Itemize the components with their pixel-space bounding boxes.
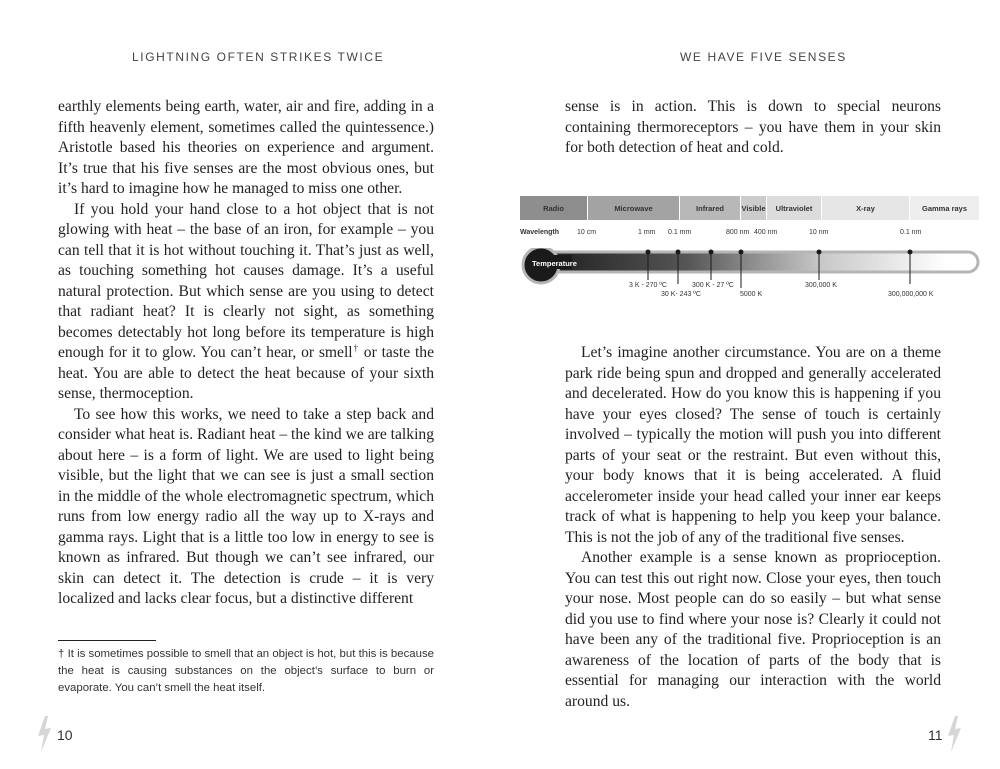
lightning-bolt-icon bbox=[36, 716, 52, 752]
temp-label-300k: 300 K - 27 ºC bbox=[692, 282, 734, 289]
band-microwave: Microwave bbox=[588, 196, 680, 220]
temp-label-30k: 30 K- 243 ºC bbox=[661, 291, 701, 298]
right-page-top-text bbox=[565, 97, 941, 159]
temp-label-300000000k: 300,000,000 K bbox=[888, 291, 934, 298]
wavelength-title: Wavelength bbox=[520, 229, 560, 236]
band-visible: Visible bbox=[741, 196, 767, 220]
lightning-bolt-icon bbox=[946, 716, 962, 752]
left-paragraph-1: earthly elements being earth, water, air and fire, adding in a fifth heavenly element, sometimes called the quintessence.) Aristotle based his theories on experience and argument. It’s true that his five senses are the most obvious ones, but it’s hard to imagine how he managed to miss one other. bbox=[58, 98, 434, 197]
wavelength-label-0-1nm: 0.1 nm bbox=[900, 229, 922, 236]
left-paragraph-2-continued: or taste the heat. You are able to detect the heat because of your sixth sense, thermoception. bbox=[58, 344, 435, 402]
left-page-body bbox=[58, 97, 434, 610]
page-number-left: 10 bbox=[57, 727, 73, 743]
wavelength-label-1mm: 1 mm bbox=[638, 229, 656, 236]
temp-label-300000k: 300,000 K bbox=[805, 282, 837, 289]
temp-label-5000k: 5000 K bbox=[740, 291, 763, 298]
wavelength-label-400nm: 400 nm bbox=[754, 229, 778, 236]
band-x-ray: X-ray bbox=[822, 196, 910, 220]
right-paragraph-3: Another example is a sense known as proprioception. You can test this out right now. Close your eyes, then touch your nose. Most people can do so easily – but what sense did you use to find where your nose is? Clearly it could not have been any of the traditional five. Proprioception is an awareness of the location of parts of the body that is essential for managing our interaction with the world around us. bbox=[565, 549, 941, 710]
running-head-left: LIGHTNING OFTEN STRIKES TWICE bbox=[132, 50, 385, 64]
thermometer-title: Temperature bbox=[532, 259, 577, 268]
left-paragraph-2-text: If you hold your hand close to a hot object that is not glowing with heat – the base of an iron, for example – you can tell that it is hot without touching it. That’s just as well, as touching something hot causes damage. It’s a useful natural protection. But which sense are you using to detect that radiant heat? It is clearly not sight, as something becomes detectably hot long before its temperature is high enough for it to glow. You can’t hear, or smell bbox=[58, 200, 434, 361]
right-paragraph-1: sense is in action. This is down to special neurons containing thermoreceptors – you have them in your skin for both detection of heat and cold. bbox=[565, 98, 941, 156]
footnote-reference-dagger[interactable]: † bbox=[352, 342, 359, 353]
left-paragraph-3: To see how this works, we need to take a step back and consider what heat is. Radiant heat – the kind we are talking about here – is a form of light. We are used to light being visible, but the light that we can see is just a small section in the middle of the whole electromagnetic spectrum, which runs from low energy radio all the way up to X-rays and gamma rays. Light that is a little too low in energy to see is known as infrared. But though we can’t see infrared, our skin can detect it. The detection is crude – it is very localized and lacks clear focus, but a distinctive different bbox=[58, 405, 434, 607]
running-head-right: WE HAVE FIVE SENSES bbox=[680, 50, 847, 64]
page-number-right: 11 bbox=[928, 727, 943, 743]
band-infrared: Infrared bbox=[680, 196, 741, 220]
footnote-divider bbox=[58, 640, 156, 641]
temperature-thermometer bbox=[520, 248, 980, 288]
right-paragraph-2: Let’s imagine another circumstance. You are on a theme park ride being spun and dropped and generally accelerated and decelerated. How do you know this is happening if you have your eyes closed? The sense of touch is certainly involved – typically the motion will push you into different parts of your seat or the restraint. But even without this, your body knows that it is being accelerated. A fluid accelerometer inside your head called your inner ear keeps track of what is happening to help you keep your balance. This is not the job of any of the traditional five senses. bbox=[565, 344, 941, 546]
electromagnetic-spectrum-diagram bbox=[520, 196, 980, 306]
left-paragraph-2 bbox=[58, 200, 434, 405]
band-radio: Radio bbox=[520, 196, 588, 220]
temp-label-3k: 3 K - 270 ºC bbox=[629, 282, 667, 289]
wavelength-label-0-1mm: 0.1 mm bbox=[668, 229, 692, 236]
band-ultraviolet: Ultraviolet bbox=[767, 196, 822, 220]
wavelength-label-10nm: 10 nm bbox=[809, 229, 829, 236]
wavelength-label-800nm: 800 nm bbox=[726, 229, 750, 236]
wavelength-label-10cm: 10 cm bbox=[577, 229, 597, 236]
right-page-body bbox=[565, 343, 941, 712]
footnote: † It is sometimes possible to smell that an object is hot, but this is because the heat is causing substances on the object’s surface to burn or evaporate. You can’t smell the heat itself. bbox=[58, 648, 434, 694]
band-gamma-rays: Gamma rays bbox=[910, 196, 980, 220]
